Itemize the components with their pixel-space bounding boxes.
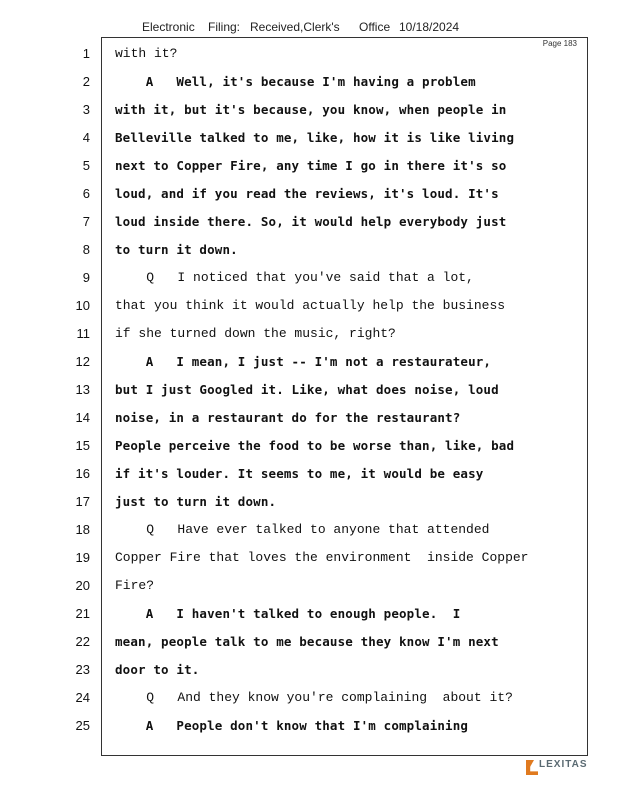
header-word-office: Office (359, 20, 391, 34)
transcript-line-text: loud inside there. So, it would help everybody just (115, 214, 507, 229)
header-word-date: 10/18/2024 (399, 20, 460, 34)
transcript-line-text: that you think it would actually help the business (115, 298, 506, 313)
lexitas-logo (526, 758, 596, 778)
line-number: 23 (75, 662, 90, 677)
transcript-line-text: mean, people talk to me because they know I'm next (115, 634, 499, 649)
transcript-line-text: Copper Fire that loves the environment inside Copper (115, 550, 529, 565)
line-number: 12 (75, 354, 90, 369)
header-word-electronic: Electronic (142, 20, 195, 34)
transcript-line-text: People perceive the food to be worse than, like, bad (115, 438, 515, 453)
line-number: 5 (82, 158, 90, 173)
line-number: 6 (82, 186, 90, 201)
transcript-line-text: next to Copper Fire, any time I go in there it's so (115, 158, 507, 173)
line-number: 16 (75, 466, 90, 481)
line-number: 3 (82, 102, 90, 117)
line-number: 13 (75, 382, 90, 397)
transcript-line-text: if she turned down the music, right? (115, 326, 396, 341)
line-number: 17 (75, 494, 90, 509)
transcript-line-text: A I haven't talked to enough people. I (115, 606, 461, 621)
line-number: 7 (82, 214, 90, 229)
transcript-line-text: to turn it down. (115, 242, 238, 257)
line-number: 15 (75, 438, 90, 453)
transcript-line-text: Belleville talked to me, like, how it is like living (115, 130, 515, 145)
line-number: 4 (82, 130, 90, 145)
transcript-line-text: but I just Googled it. Like, what does noise, loud (115, 382, 499, 397)
line-number: 10 (75, 298, 90, 313)
line-number: 21 (75, 606, 90, 621)
transcript-line-text: if it's louder. It seems to me, it would be easy (115, 466, 484, 481)
transcript-line-text: Q I noticed that you've said that a lot, (115, 270, 474, 285)
header-word-received: Received,Clerk's (250, 20, 340, 34)
line-number: 25 (75, 718, 90, 733)
transcript-line-text: A People don't know that I'm complaining (115, 718, 469, 733)
transcript-line-text: just to turn it down. (115, 494, 277, 509)
line-number: 9 (82, 270, 90, 285)
header-word-filing: Filing: (208, 20, 241, 34)
transcript-line-text: door to it. (115, 662, 200, 677)
transcript-line-text: with it, but it's because, you know, when people in (115, 102, 507, 117)
transcript-line-text: Fire? (115, 578, 155, 593)
line-number: 19 (75, 550, 90, 565)
transcript-line-text: Q And they know you're complaining about it? (115, 690, 513, 705)
transcript-line-text: Q Have ever talked to anyone that attended (115, 522, 490, 537)
transcript-line-text: A I mean, I just -- I'm not a restaurateur, (115, 354, 492, 369)
transcript-line-text: noise, in a restaurant do for the restaurant? (115, 410, 461, 425)
line-number: 1 (82, 46, 90, 61)
line-number: 24 (75, 690, 90, 705)
transcript-line-text: loud, and if you read the reviews, it's loud. It's (115, 186, 499, 201)
filing-header (0, 20, 618, 36)
transcript-line-text: A Well, it's because I'm having a problem (115, 74, 476, 89)
logo-text: LEXITAS (539, 759, 588, 770)
line-number: 14 (75, 410, 90, 425)
line-number: 22 (75, 634, 90, 649)
line-number: 2 (82, 74, 90, 89)
line-number: 20 (75, 578, 90, 593)
line-number: 11 (76, 326, 90, 341)
page-number: Page 183 (542, 39, 577, 48)
transcript-line-text: with it? (115, 46, 178, 61)
line-number: 8 (82, 242, 90, 257)
line-number: 18 (75, 522, 90, 537)
